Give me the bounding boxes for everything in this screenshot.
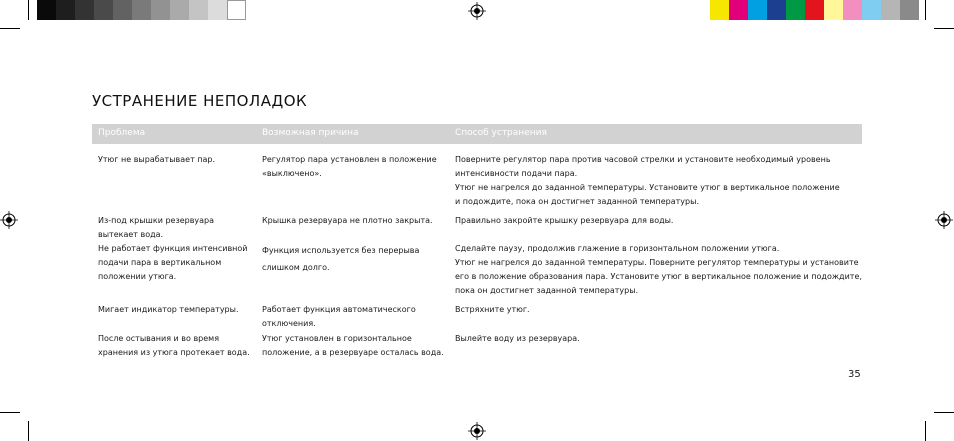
gray-swatch — [170, 0, 189, 20]
cell-line: интенсивности подачи пара. — [455, 169, 578, 178]
crop-mark-bottom-right-v — [925, 421, 926, 441]
cell-line: Утюг не нагрелся до заданной температуры. Установите утюг в вертикальное положение — [455, 183, 840, 192]
color-swatch — [843, 0, 862, 20]
gray-swatch — [132, 0, 151, 20]
process-color-bar — [710, 0, 919, 20]
cell-line: Работает функция автоматического — [262, 305, 416, 314]
cell-line: Утюг не вырабатывает пар. — [98, 155, 216, 164]
table-cell-solution — [455, 242, 862, 298]
color-swatch — [786, 0, 805, 20]
gray-swatch — [208, 0, 227, 20]
crop-mark-top-left-h — [0, 28, 20, 29]
cell-line: положение, а в резервуаре осталась вода. — [262, 348, 444, 357]
color-swatch — [900, 0, 919, 20]
crop-mark-bottom-right-h — [934, 412, 954, 413]
column-header-cause: Возможная причина — [262, 128, 359, 138]
table-cell-cause — [262, 332, 444, 360]
gray-swatch — [37, 0, 56, 20]
table-cell-cause — [262, 153, 437, 181]
table-cell-problem — [98, 303, 238, 317]
crop-mark-top-right-v — [925, 0, 926, 20]
gray-swatch — [75, 0, 94, 20]
gray-swatch — [113, 0, 132, 20]
page-title: УСТРАНЕНИЕ НЕПОЛАДОК — [92, 92, 308, 110]
crop-mark-top-left-v — [28, 0, 29, 20]
table-cell-problem — [98, 153, 215, 167]
cell-line: хранения из утюга протекает вода. — [98, 348, 250, 357]
color-swatch — [710, 0, 729, 20]
cell-line: Мигает индикатор температуры. — [98, 305, 239, 314]
table-cell-cause — [262, 214, 433, 228]
column-header-problem: Проблема — [98, 128, 146, 138]
color-swatch — [748, 0, 767, 20]
table-cell-problem — [98, 242, 248, 284]
table-header — [92, 124, 862, 144]
color-swatch — [729, 0, 748, 20]
color-swatch — [824, 0, 843, 20]
cell-line: отключения. — [262, 319, 316, 328]
cell-line: Утюг установлен в горизонтальное — [262, 334, 412, 343]
cell-line: Утюг не нагрелся до заданной температуры. Поверните регулятор температуры и установите — [455, 258, 859, 267]
cell-line: пока он достигнет заданной температуры. — [455, 286, 639, 295]
cell-line: подачи пара в вертикальном — [98, 258, 222, 267]
cell-line: Регулятор пара установлен в положение — [262, 155, 437, 164]
cell-line: его в положение образования пара. Установите утюг в вертикальное положение и подождите, — [455, 272, 862, 281]
cell-line: положении утюга. — [98, 272, 177, 281]
cell-line: вытекает вода. — [98, 230, 164, 239]
crop-mark-top-right-h — [934, 28, 954, 29]
table-cell-solution — [455, 303, 530, 317]
gray-swatch — [94, 0, 113, 20]
table-cell-cause — [262, 303, 416, 331]
gray-swatch — [189, 0, 208, 20]
cell-line: Поверните регулятор пара против часовой стрелки и установите необходимый уровень — [455, 155, 831, 164]
registration-mark-icon — [468, 2, 486, 20]
registration-mark-icon — [0, 211, 18, 229]
gray-swatch — [151, 0, 170, 20]
color-swatch — [805, 0, 824, 20]
color-swatch — [862, 0, 881, 20]
cell-line: Сделайте паузу, продолжив глажение в горизонтальном положении утюга. — [455, 244, 780, 253]
cell-line: Вылейте воду из резервуара. — [455, 334, 580, 343]
grayscale-color-bar — [37, 0, 246, 20]
table-cell-problem — [98, 214, 214, 242]
gray-swatch — [56, 0, 75, 20]
cell-line: Из-под крышки резервуара — [98, 216, 215, 225]
cell-line: После остывания и во время — [98, 334, 220, 343]
registration-mark-icon — [468, 422, 486, 440]
cell-line: Встряхните утюг. — [455, 305, 530, 314]
cell-line: «выключено». — [262, 169, 322, 178]
table-cell-problem — [98, 332, 250, 360]
gray-swatch — [227, 0, 246, 20]
table-cell-solution — [455, 214, 673, 228]
page-number: 35 — [848, 369, 861, 380]
cell-line: Не работает функция интенсивной — [98, 244, 248, 253]
table-cell-solution — [455, 153, 840, 209]
registration-mark-icon — [935, 211, 953, 229]
cell-line: Правильно закройте крышку резервуара для воды. — [455, 216, 674, 225]
color-swatch — [881, 0, 900, 20]
table-cell-cause — [262, 242, 419, 276]
crop-mark-bottom-left-v — [28, 421, 29, 441]
cell-line: Функция используется без перерыва — [262, 246, 420, 255]
column-header-solution: Способ устранения — [455, 128, 547, 138]
crop-mark-bottom-left-h — [0, 412, 20, 413]
cell-line: Крышка резервуара не плотно закрыта. — [262, 216, 433, 225]
cell-line: и подождите, пока он достигнет заданной температуры. — [455, 197, 699, 206]
color-swatch — [767, 0, 786, 20]
cell-line: слишком долго. — [262, 263, 330, 272]
table-cell-solution — [455, 332, 580, 346]
